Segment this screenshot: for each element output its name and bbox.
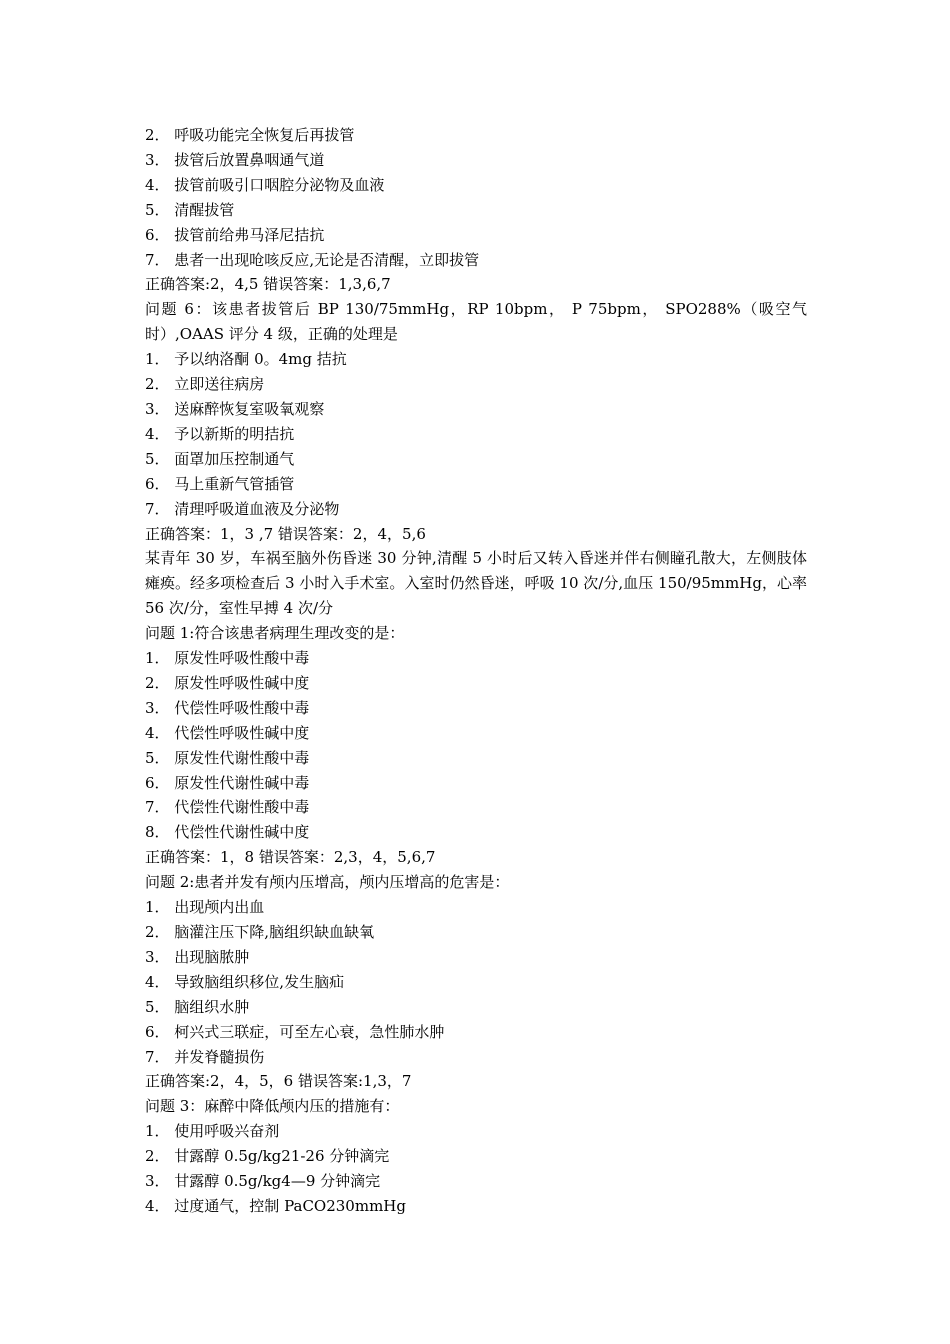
text-line: 问题 2:患者并发有颅内压增高，颅内压增高的危害是： [145,873,510,892]
text-line: 6． 原发性代谢性碱中毒 [145,773,310,792]
text-line: 正确答案:2，4，5，6 错误答案:1,3，7 [145,1072,412,1091]
text-line: 2． 呼吸功能完全恢复后再拔管 [145,126,355,144]
text-line: 1． 予以纳洛酮 0。4mg 拮抗 [145,350,347,369]
text-line: 6． 柯兴式三联症，可至左心衰，急性肺水肿 [145,1022,445,1041]
text-line: 6． 拔管前给弗马泽尼拮抗 [145,225,325,244]
text-line: 7． 代偿性代谢性酸中毒 [145,798,310,817]
text-line: 4． 过度通气，控制 PaCO230mmHg [145,1196,406,1215]
text-line: 6． 马上重新气管插管 [145,474,295,493]
text-line: 5． 清醒拔管 [145,200,235,219]
text-line: 正确答案：1，8 错误答案：2,3，4，5,6,7 [145,848,436,867]
text-line: 5． 脑组织水肿 [145,997,250,1016]
text-line: 2． 立即送往病房 [145,375,265,394]
text-line: 5． 原发性代谢性酸中毒 [145,748,310,767]
text-line: 3． 拔管后放置鼻咽通气道 [145,150,325,169]
text-line: 2． 甘露醇 0.5g/kg21-26 分钟滴完 [145,1147,390,1166]
text-line: 7． 并发脊髓损伤 [145,1047,265,1066]
text-line: 4． 予以新斯的明拮抗 [145,424,295,443]
text-line: 问题 1:符合该患者病理生理改变的是： [145,624,405,643]
document-page [145,123,807,1219]
paragraph: 某青年 30 岁，车祸至脑外伤昏迷 30 分钟,清醒 5 小时后又转入昏迷并伴右侧瞳孔散大，左侧肢体瘫痪。经多项检查后 3 小时入手术室。入室时仍然昏迷，呼吸 10 次/分,血压 150/95mmHg，心率 56 次/分，室性早搏 4 次/分 [145,549,807,618]
text-line: 4． 导致脑组织移位,发生脑疝 [145,972,345,991]
text-line: 1． 原发性呼吸性酸中毒 [145,649,310,668]
text-line: 1． 使用呼吸兴奋剂 [145,1122,280,1141]
text-line: 2． 原发性呼吸性碱中度 [145,673,310,692]
text-line: 5． 面罩加压控制通气 [145,449,295,468]
text-line: 4． 代偿性呼吸性碱中度 [145,723,310,742]
text-line: 正确答案：1，3 ,7 错误答案：2，4，5,6 [145,524,426,543]
text-line: 问题 3：麻醉中降低颅内压的措施有： [145,1097,400,1116]
text-line: 8． 代偿性代谢性碱中度 [145,823,310,842]
text-line: 4． 拔管前吸引口咽腔分泌物及血液 [145,175,385,194]
text-line: 正确答案:2，4,5 错误答案：1,3,6,7 [145,275,391,294]
text-line: 7． 清理呼吸道血液及分泌物 [145,499,340,518]
text-line: 3． 代偿性呼吸性酸中毒 [145,698,310,717]
text-line: 7． 患者一出现呛咳反应,无论是否清醒，立即拔管 [145,250,480,269]
text-line: 2． 脑灌注压下降,脑组织缺血缺氧 [145,923,375,941]
text-line: 3． 甘露醇 0.5g/kg4—9 分钟滴完 [145,1172,381,1191]
text-line: 3． 出现脑脓肿 [145,947,250,966]
paragraph: 问题 6：该患者拔管后 BP 130/75mmHg，RP 10bpm， P 75bpm， SPO288%（吸空气时）,OAAS 评分 4 级，正确的处理是 [145,300,807,344]
text-line: 3． 送麻醉恢复室吸氧观察 [145,399,325,418]
text-line: 1． 出现颅内出血 [145,898,265,917]
